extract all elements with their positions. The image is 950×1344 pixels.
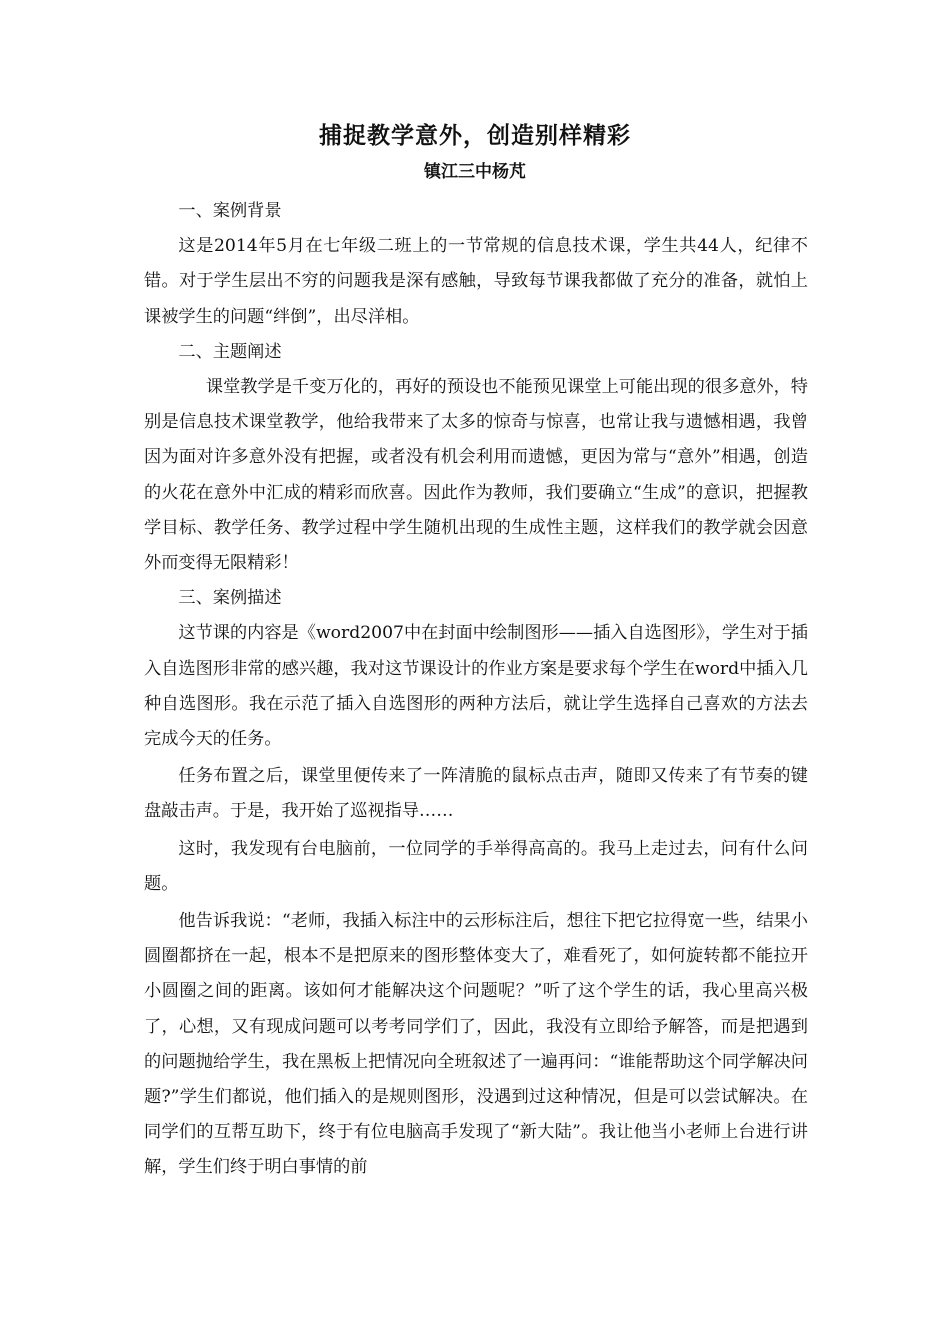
paragraph-description-1: 这节课的内容是《word2007中在封面中绘制图形——插入自选图形》，学生对于插入自选图形非常的感兴趣，我对这节课设计的作业方案是要求每个学生在word中插入几种自选图形。我在示范了插入自选图形的两种方法后，就让学生选择自己喜欢的方法去完成今天的任务。: [144, 623, 808, 750]
paragraph-description-4: 他告诉我说：“老师，我插入标注中的云形标注后，想往下把它拉得宽一些，结果小圆圈都挤在一起，根本不是把原来的图形整体变大了，难看死了，如何旋转都不能拉开小圆圈之间的距离。该如何才能解决这个问题呢？”听了这个学生的话，我心里高兴极了，心想，又有现成问题可以考考同学们了，因此，我没有立即给予解答，而是把遇到的问题抛给学生，我在黑板上把情况向全班叙述了一遍再问：“谁能帮助这个同学解决问题?”学生们都说，他们插入的是规则图形，没遇到过这种情况，但是可以尝试解决。在同学们的互帮互助下，终于有位电脑高手发现了“新大陆”。我让他当小老师上台进行讲解，学生们终于明白事情的前: [144, 911, 808, 1178]
paragraph-description-3: 这时，我发现有台电脑前，一位同学的手举得高高的。我马上走过去，问有什么问题。: [144, 838, 808, 894]
section-heading-theme: 二、主题阐述: [178, 341, 282, 362]
paragraph-description-2: 任务布置之后，课堂里便传来了一阵清脆的鼠标点击声，随即又传来了有节奏的键盘敲击声。于是，我开始了巡视指导……: [144, 766, 808, 822]
paragraph-theme: 课堂教学是千变万化的，再好的预设也不能预见课堂上可能出现的很多意外，特别是信息技术课堂教学，他给我带来了太多的惊奇与惊喜，也常让我与遗憾相遇，我曾因为面对许多意外没有把握，或者没有机会利用而遗憾，更因为常与“意外”相遇，创造的火花在意外中汇成的精彩而欣喜。因此作为教师，我们要确立“生成”的意识，把握教学目标、教学任务、教学过程中学生随机出现的生成性主题，这样我们的教学就会因意外而变得无限精彩！: [144, 377, 808, 574]
section-heading-background: 一、案例背景: [178, 201, 282, 221]
paragraph-background: 这是2014年5月在七年级二班上的一节常规的信息技术课，学生共44人，纪律不错。对于学生层出不穷的问题我是深有感触，导致每节课我都做了充分的准备，就怕上课被学生的问题“绊倒”，出尽洋相。: [144, 236, 808, 327]
document-body: [144, 194, 808, 1186]
document-title: 捕捉教学意外，创造别样精彩: [319, 123, 631, 149]
section-heading-description: 三、案例描述: [178, 588, 282, 609]
document-author: 镇江三中杨芃: [424, 162, 526, 182]
